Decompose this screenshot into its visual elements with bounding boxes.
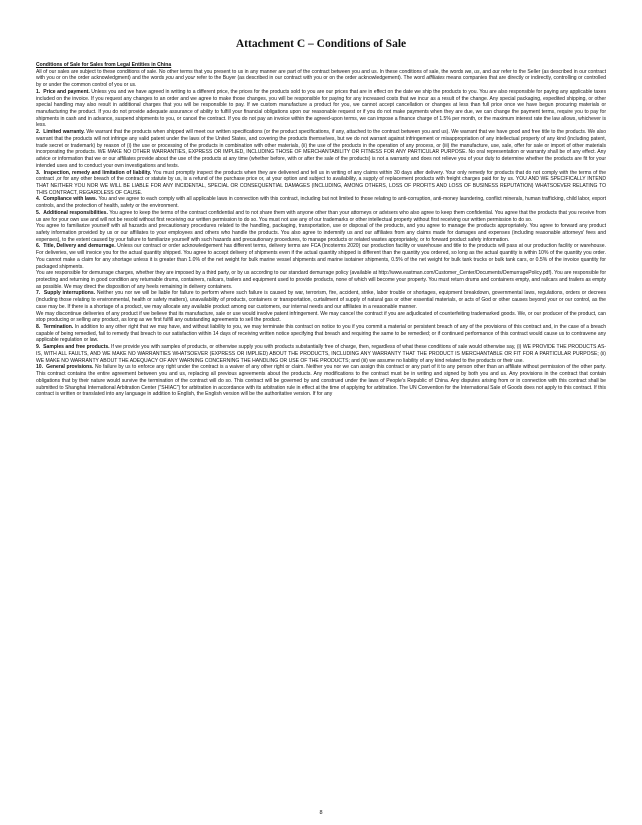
section-number: 6. [36,243,41,250]
section-paragraph [36,324,606,344]
section-text: We may discontinue deliveries of any product if we believe that its manufacture, sale or use would involve patent infringement. We may cancel the contract if you are adjudicated of counterfeiting trademarked goods. We, or our producer of the product, can stop producing or selling any product, as long as we first fulfill any outstanding agreements to sell the product. [36,310,606,324]
section-number: 9. [36,344,41,351]
section-continuation [36,311,606,324]
section-text: You and we agree to each comply with all applicable laws in connection with this contract, including but not limited to those relating to anti-corruption, anti-money laundering, conflict minerals, human trafficking, child labor, export controls, and the protection of health, safety or the environment. [36,196,606,210]
intro-sep-3: and [173,75,186,82]
intro-text-4: means companies that are directly or indirectly, controlling or controlled by or under the common control of you or us. [36,75,606,89]
section-number: 5. [36,209,41,216]
intro-text-1: All of our sales are subject to these conditions of sale. No other terms that you present to us in any manner are part of the contract between you and us. In these conditions of sale, the words [36,68,465,75]
section-title: Inspection, remedy and limitation of liability. [43,169,152,176]
section-title: Compliance with laws. [43,196,98,203]
section-title: Samples and free products. [43,344,110,351]
term-our: our [492,68,500,75]
section-number: 10. [36,364,44,371]
section-number: 7. [36,290,41,297]
term-your: your [185,75,196,82]
section-paragraph [36,364,606,398]
section-title: Title, Delivery and demurrage. [43,243,116,250]
section-continuation [36,270,606,290]
section-text: No failure by us to enforce any right under the contract is a waiver of any other right or claim. Neither you nor we can assign this contract or any part of it to any person other than an affiliate without permission of the other party. This contract contains the entire agreement between you and us, replacing all previous agreements about the products. Any modifications to the contract must be in writing and signed by both you and us. Any provisions in the contract that contain obligations that by their nature would survive the termination of the contract will do so. This contract will be governed by and construed under the laws of People's Republic of China. Any disputes arising from or in connection with this contract shall be submitted to Shanghai International Arbitration Center ("SHIAC") for arbitration in accordance with its arbitration rule in effect at the time of applying for arbitration. The UN Convention for the International Sale of Goods does not apply to this contract. If this contract is written or translated into any language in addition to English, the English version will be the authoritative version. If for any [36,364,606,398]
section-text: You agree to familiarize yourself with all hazards and precautionary procedures related to the handling, packaging, transportation, use or disposal of the products, and you agree to manage the products appropriately. You agree to forward any product safety information provided by us or our affiliates to your employees and others who handle the products. You also agree to indemnify us and our affiliates from any claims made for damages and expenses (including reasonable attorneys' fees and expenses), to the extent caused by your failure to familiarize yourself with such hazards and precautionary procedures, to manage products or related wastes appropriately, or to forward product safety information. [36,223,606,243]
section-paragraph [36,210,606,223]
section-number: 4. [36,196,41,203]
section-paragraph [36,290,606,310]
section-number: 2. [36,129,41,136]
section-number: 1. [36,88,41,95]
section-title: Supply interruptions. [43,290,96,297]
section-continuation [36,223,606,243]
section-text: You are responsible for demurrage charges, whether they are imposed by a third party, or by us according to our standard demurrage policy (available at http://www.eastman.com/Customer_Center/Documents/DemurragePolicy.pdf). You are responsible for protecting and returning in good condition any returnable drums, containers, railcars, trailers and equipment used to provide products, none of which will become your property. You must return drums and containers empty, and railcars and trailers as empty as possible. We may direct the disposition of any heels remaining in delivery containers. [36,270,606,290]
section-text: Neither you nor we will be liable for failure to perform where such failure is caused by war, terrorism, fire, accident, strike, labor trouble or shortages, equipment breakdown, governmental laws, regulations, orders or decrees (including those relating to environmental, health or safety matters), unavailability of products, containers or transportation, curtailment of supply of natural gas or other essential materials, or acts of God or other causes beyond your or our control, as the case may be. If there is a shortage of a product, we may allocate any available product among our customers, our internal needs and our affiliates in a reasonable manner. [36,290,607,310]
section-text: We warrant that the products when shipped will meet our written specifications (or the product specifications, if any, attached to the contract between you and us). We warrant that we have good and free title to the products. We also warrant that the products will not infringe any valid patent under the laws of the United States, and covering the products themselves, but we do not warrant against infringement or misappropriation of any intellectual property of any kind (including patent, trade secret or trademark) by reason of (i) the use or processing of the products in combination with other materials, (ii) the use of the products in the operation of any process, or (iii) the manufacture, use, sale, offer for sale or import of other materials incorporating the products. WE MAKE NO OTHER WARRANTIES, EXPRESS OR IMPLIED, INCLUDING THOSE OF MERCHANTABILITY OR FITNESS FOR ANY PARTICULAR PURPOSE. No oral representation or warranty shall be of any effect. Any advice or information that we or our affiliates provide about the use of the products at any time (whether before, with or after the sale of the products) is not a warranty and does not relieve you of your duty to determine whether the products are fit for your intended uses and to conduct your own investigations and tests. [36,129,607,169]
section-number: 8. [36,324,41,331]
section-paragraph [36,89,606,129]
section-text: If we provide you with samples of products, or otherwise supply you with products substantially free of charge, then, regardless of what these conditions of sale would otherwise say, (i) WE PROVIDE THE PRODUCTS AS-IS, WITH ALL FAULTS, AND WE MAKE NO WARRANTIES WHATSOEVER (EXPRESS OR IMPLIED) ABOUT THE PRODUCTS, INCLUDING ANY WARRANTY THAT THE PRODUCT IS MERCHANTABLE OR FIT FOR A PARTICULAR PURPOSE; (ii) WE MAKE NO WARRANTY ABOUT THE ADEQUACY OF ANY WARNING CONCERNING THE HANDLING OR USE OF THE PRODUCTS; and (iii) we assume no liability of any kind related to the products or their use. [36,344,606,364]
section-paragraph [36,344,606,364]
term-you: you [165,75,174,82]
intro-paragraph [36,69,606,89]
document-body [36,62,606,398]
document-title: Attachment C – Conditions of Sale [235,38,407,50]
term-us: us [474,68,480,75]
section-text: Unless you and we have agreed in writing to a different price, the prices for the products sold to you are our prices that are in effect on the date we ship the products to you. You are also responsible for paying any applicable taxes included on the invoice. If you request any changes to an order and we agree to make those changes, you will be responsible for paying for any increased costs that we incur as a result of the change. Any special packaging, expedited shipping, or other special handling may also result in additional charges that you will be responsible to pay. If we custom manufacture a product for you, we cannot accept cancellation or changes at less than full price once we have begun procuring materials or manufacturing the product. If you do not provide adequate assurance of ability to fulfill your financial obligations upon our reasonable request or if you do not make payments when they are due, we can change the payment terms, require you to pay for shipments in cash and in advance, suspend shipments to you, or cancel the contract. If you do not pay an invoice within the agreed-upon terms, we can impose a finance charge of 1.5% per month, or the maximum interest rate the law allows, whichever is less. [36,88,607,129]
term-we: we [464,68,472,75]
intro-text-2: refer to the Seller (as described in our contract with you or on the order acknowledgment) and the words [36,68,606,82]
page-number: 8 [319,810,323,816]
section-text: In addition to any other right that we may have, and without liability to you, we may terminate this contract on notice to you if you commit a material or persistent breach of any of the provisions of this contract and, in the case of a breach capable of being remedied, fail to remedy that breach to our satisfaction within 14 days of receiving written notice specifying that breach and requiring the same to be remedied; or if continued performance of this contract would cause us to contravene any applicable regulation or law. [36,324,607,344]
section-title: Additional responsibilities. [43,209,108,216]
section-number: 3. [36,169,41,176]
section-text: You must promptly inspect the products when they are delivered and tell us in writing of any claims within 30 days after delivery. Your only remedy for products that do not comply with the terms of the contract ,or for any other breach of the contract or statute by us, is a refund of the purchase price or, at your option and subject to availability, a supply of replacement products with freight charges paid for by us. YOU AND WE SPECIFICALLY INTEND THAT NEITHER YOU NOR WE WILL BE LIABLE FOR ANY INCIDENTAL, SPECIAL OR CONSEQUENTIAL DAMAGES (INCLUDING, AMONG OTHERS, LOSS OF PROFITS AND LOSS OF BUSINESS REPUTATION) WHATSOEVER RELATING TO THIS CONTRACT, REGARDLESS OF CAUSE. [36,169,607,196]
section-subheading: Conditions of Sale for Sales from Legal Entities in China [36,62,172,68]
intro-sep-1: , [471,68,475,75]
section-text: You agree to keep the terms of the contract confidential and to not share them with anyone other than your attorneys or advisers who also agree to keep them confidential. You agree that the products that you receive from us are for your own use and will not be resold without first receiving our written permission to do so. You must not use any of our trademarks or other intellectual property without first receiving our written permission to do so. [36,209,607,223]
intro-text-3: refer to the Buyer (as described in our contract with you or on the order acknowledgement). The word [195,75,427,82]
term-affiliates: affiliates [426,75,445,82]
section-text: Unless our contract or order acknowledgement has different terms, delivery terms are FCA (Incoterms 2020) our production facility or warehouse and title to the products will pass at our production facility or warehouse. For deliveries, we will invoice you for the actual quantity shipped. You agree to accept delivery of shipments even if the actual quantity shipped is different than the quantity you ordered, so long as the actual quantity is within 10% of the quantity you order. You cannot make a claim for any shortage unless it is greater than 1.0% of the net weight for bulk marine vessel shipments and marine isotainer shipments, 0.5% of the net weight for bulk tank trucks or bulk tank cars, or 0.5% of the invoice quantity for packaged shipments. [36,243,606,270]
section-title: General provisions. [46,364,94,371]
section-paragraph [36,243,606,270]
section-paragraph [36,196,606,209]
section-paragraph [36,129,606,169]
section-title: Termination. [43,324,74,331]
section-title: Price and payment. [43,88,90,95]
section-title: Limited warranty. [43,129,85,136]
intro-sep-2: , and [479,68,493,75]
section-paragraph [36,170,606,197]
